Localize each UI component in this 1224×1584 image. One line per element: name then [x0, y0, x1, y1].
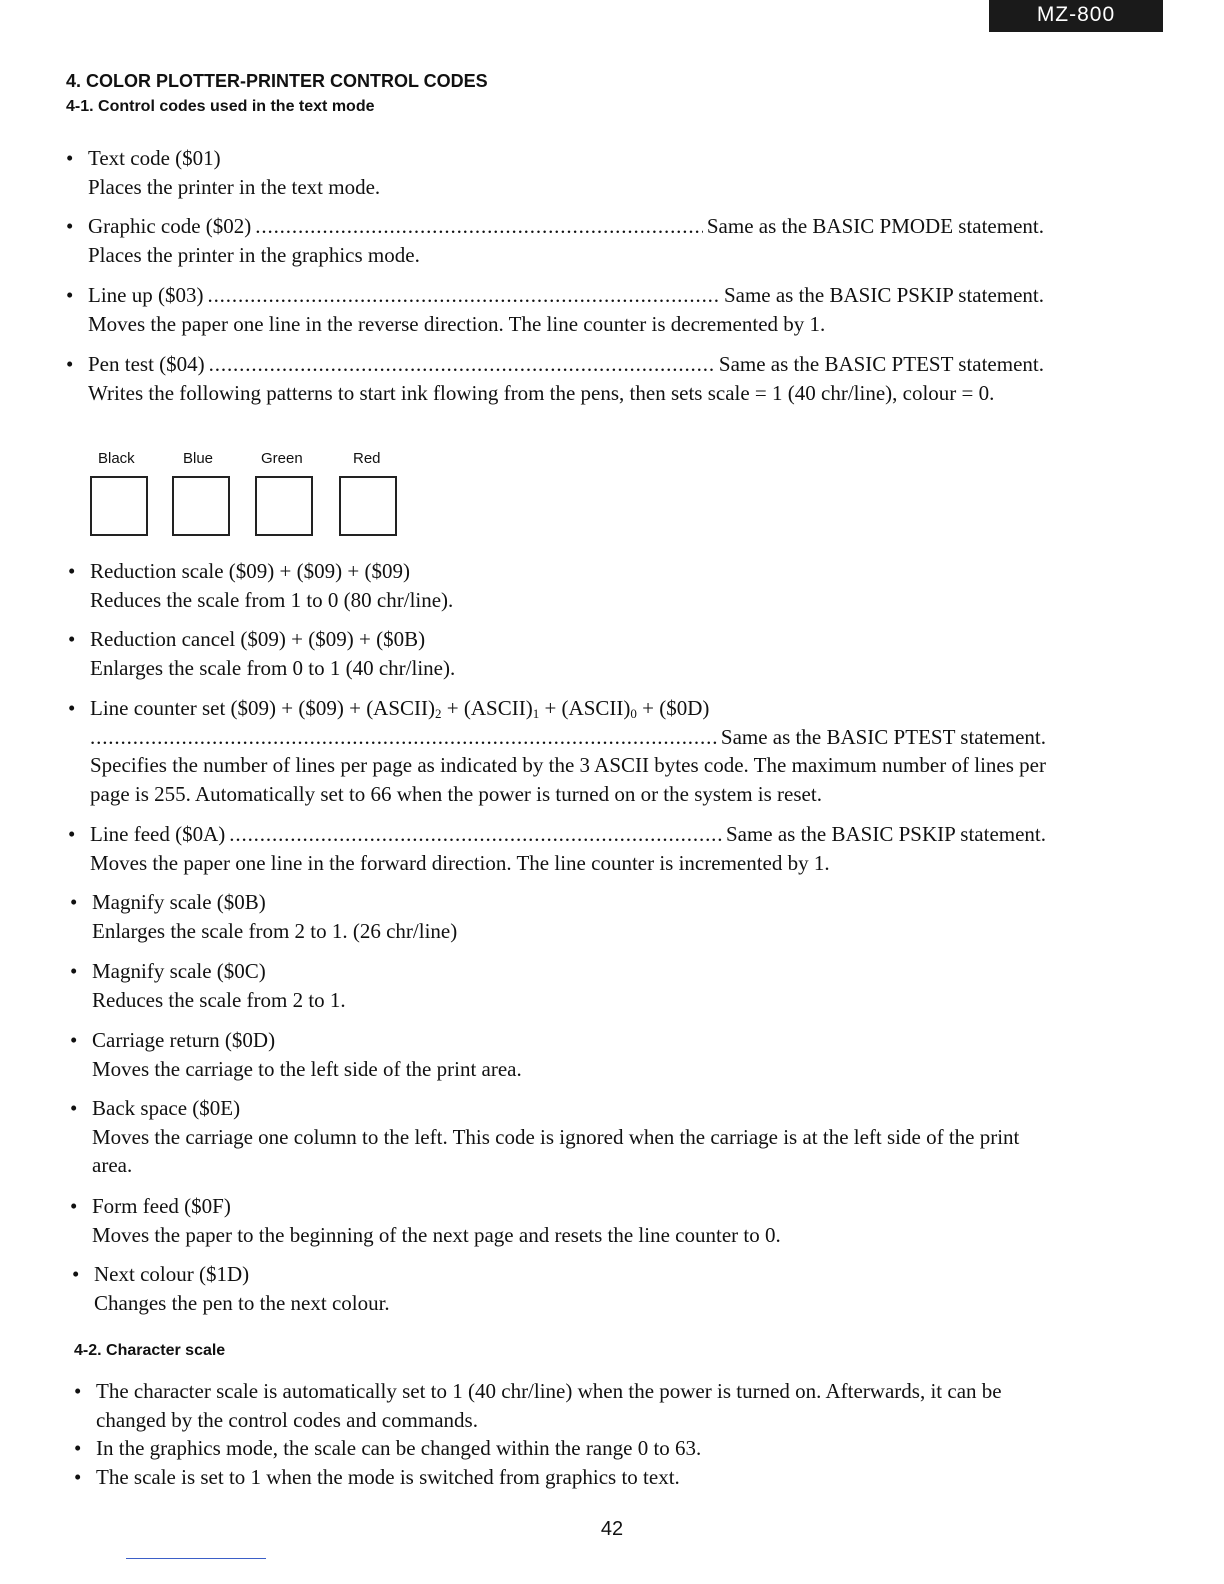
- dot-leader: [90, 723, 717, 752]
- bullet: •: [66, 352, 74, 376]
- dot-leader: [255, 212, 703, 241]
- pen-label-red: Red: [353, 450, 381, 467]
- footer-rule: [126, 1558, 266, 1559]
- equivalent-statement: Same as the BASIC PTEST statement.: [720, 724, 1046, 749]
- entry-description: Moves the paper one line in the forward direction. The line counter is incremented by 1.: [90, 850, 830, 875]
- label-part: + (ASCII): [539, 696, 631, 720]
- list-item: [74, 1434, 1052, 1463]
- entry-form-feed: [70, 1192, 1048, 1249]
- dot-leader: [229, 820, 722, 849]
- entry-label: Form feed ($0F): [92, 1194, 231, 1218]
- list-item-text: The scale is set to 1 when the mode is switched from graphics to text.: [96, 1464, 680, 1489]
- entry-label: Reduction cancel ($09) + ($09) + ($0B): [90, 627, 426, 651]
- entry-description: Reduces the scale from 1 to 0 (80 chr/line).: [90, 587, 454, 612]
- entry-description: Changes the pen to the next colour.: [94, 1290, 390, 1315]
- entry-reduction-cancel: [68, 625, 1046, 682]
- entry-description: Specifies the number of lines per page as indicated by the 3 ASCII bytes code. The maximum number of lines per page is 255. Automatically set to 66 when the power is turned on or the system is reset.: [90, 753, 1046, 806]
- dot-leader: [209, 350, 715, 379]
- entry-description: Places the printer in the text mode.: [88, 174, 381, 199]
- pen-label-green: Green: [261, 450, 303, 467]
- entry-description: Moves the paper one line in the reverse direction. The line counter is decremented by 1.: [88, 311, 826, 336]
- label-part: + ($0D): [636, 696, 710, 720]
- subsection-title-character-scale: 4-2. Character scale: [74, 1342, 226, 1359]
- bullet: •: [68, 559, 76, 583]
- bullet: •: [66, 214, 74, 238]
- label-part: + (ASCII): [441, 696, 533, 720]
- entry-label: Carriage return ($0D): [92, 1028, 276, 1052]
- label-part: Line counter set ($09) + ($09) + (ASCII): [90, 696, 436, 720]
- bullet: •: [68, 627, 76, 651]
- entry-text-code: [66, 144, 1044, 201]
- entry-back-space: [70, 1094, 1048, 1180]
- entry-description: Enlarges the scale from 2 to 1. (26 chr/line): [92, 918, 458, 943]
- list-item-text: The character scale is automatically set to 1 (40 chr/line) when the power is turned on. Afterwards, it can be changed by the control codes and commands.: [96, 1379, 1002, 1432]
- entry-magnify-scale-0c: [70, 957, 1048, 1014]
- pen-test-square-green: [255, 476, 313, 536]
- subscript: 2: [435, 706, 442, 721]
- equivalent-statement: Same as the BASIC PSKIP statement.: [725, 822, 1046, 846]
- bullet: •: [66, 146, 74, 170]
- entry-magnify-scale-0b: [70, 888, 1048, 945]
- bullet: •: [70, 890, 78, 914]
- bullet: •: [66, 283, 74, 307]
- bullet: •: [70, 1028, 78, 1052]
- entry-label: Magnify scale ($0B): [92, 890, 266, 914]
- list-item: [74, 1377, 1052, 1434]
- entry-label: Pen test ($04): [88, 352, 205, 376]
- entry-label: Text code ($01): [88, 146, 221, 170]
- list-item: [74, 1463, 1052, 1492]
- bullet: •: [70, 959, 78, 983]
- entry-label: Back space ($0E): [92, 1096, 241, 1120]
- entry-pen-test: [66, 350, 1044, 407]
- entry-description: Reduces the scale from 2 to 1.: [92, 987, 346, 1012]
- entry-label: Magnify scale ($0C): [92, 959, 266, 983]
- pen-test-labels: [90, 450, 410, 472]
- entry-label: [90, 694, 709, 723]
- pen-test-square-blue: [172, 476, 230, 536]
- entry-reduction-scale: [68, 557, 1046, 614]
- section-subtitle: 4-1. Control codes used in the text mode: [66, 98, 375, 115]
- bullet: •: [74, 1464, 82, 1489]
- entry-description: Moves the carriage to the left side of the print area.: [92, 1056, 522, 1081]
- entry-description: Enlarges the scale from 0 to 1 (40 chr/line).: [90, 655, 456, 680]
- bullet: •: [74, 1379, 82, 1403]
- entry-description: Places the printer in the graphics mode.: [88, 242, 420, 267]
- list-item-text: In the graphics mode, the scale can be changed within the range 0 to 63.: [96, 1436, 702, 1460]
- entry-graphic-code: [66, 212, 1044, 269]
- entry-description: Moves the paper to the beginning of the next page and resets the line counter to 0.: [92, 1222, 781, 1247]
- pen-label-black: Black: [98, 450, 135, 467]
- entry-description: Writes the following patterns to start ink flowing from the pens, then sets scale = 1 (40 chr/line), colour = 0.: [88, 380, 995, 405]
- section-title: 4. COLOR PLOTTER-PRINTER CONTROL CODES: [66, 71, 488, 91]
- equivalent-statement: Same as the BASIC PSKIP statement.: [723, 283, 1044, 307]
- pen-label-blue: Blue: [183, 450, 214, 467]
- equivalent-statement: Same as the BASIC PTEST statement.: [718, 352, 1044, 376]
- entry-label: Reduction scale ($09) + ($09) + ($09): [90, 559, 410, 583]
- bullet: •: [74, 1436, 82, 1460]
- page-number: 42: [600, 1518, 624, 1540]
- bullet: •: [72, 1262, 80, 1286]
- bullet: •: [70, 1194, 78, 1218]
- bullet: •: [68, 822, 76, 846]
- bullet: •: [68, 696, 76, 720]
- entry-carriage-return: [70, 1026, 1048, 1083]
- model-label: MZ-800: [989, 0, 1163, 32]
- character-scale-list: [74, 1377, 1052, 1491]
- subscript: 1: [532, 706, 540, 721]
- entry-label: Line feed ($0A): [90, 822, 226, 846]
- entry-line-counter-set: [68, 694, 1046, 808]
- entry-label: Next colour ($1D): [94, 1262, 250, 1286]
- entry-label: Graphic code ($02): [88, 214, 252, 238]
- dot-leader: [207, 281, 719, 310]
- entry-description: Moves the carriage one column to the left. This code is ignored when the carriage is at the left side of the print area.: [92, 1124, 1020, 1177]
- entry-label: Line up ($03): [88, 283, 204, 307]
- bullet: •: [70, 1096, 78, 1120]
- entry-line-feed: [68, 820, 1046, 877]
- entry-line-up: [66, 281, 1044, 338]
- pen-test-square-red: [339, 476, 397, 536]
- subscript: 0: [630, 706, 637, 721]
- entry-next-colour: [72, 1260, 1050, 1317]
- pen-test-square-black: [90, 476, 148, 536]
- equivalent-statement: Same as the BASIC PMODE statement.: [706, 214, 1044, 238]
